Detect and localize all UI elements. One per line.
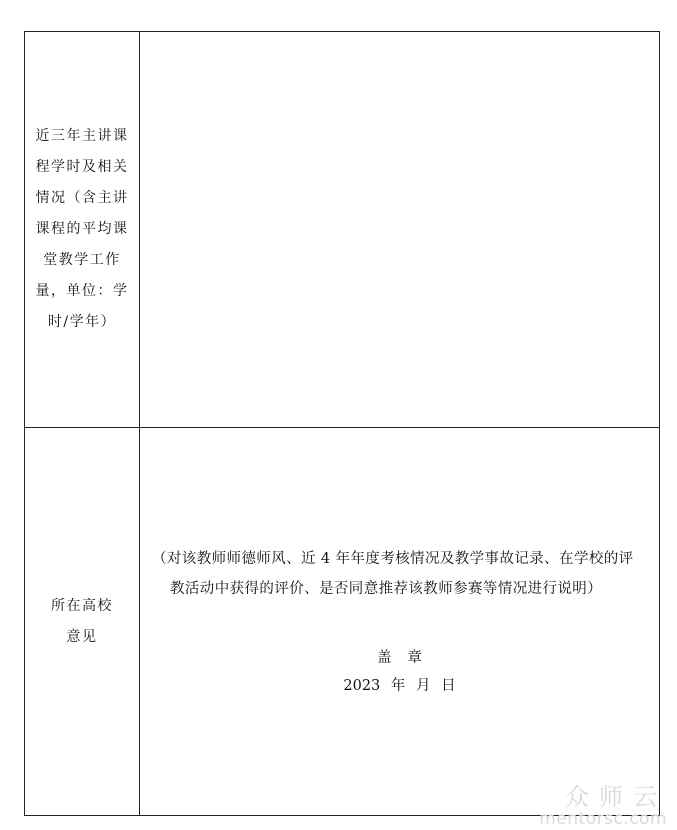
label-line: 程学时及相关 bbox=[35, 159, 129, 175]
teaching-hours-label-cell bbox=[25, 32, 140, 428]
university-opinion-label bbox=[25, 591, 139, 653]
opinion-instruction bbox=[140, 544, 659, 604]
watermark-cn: 众师云 bbox=[565, 783, 667, 811]
university-opinion-row bbox=[25, 428, 660, 816]
label-line: 堂教学工作 bbox=[43, 252, 121, 268]
teaching-hours-label bbox=[25, 121, 139, 338]
label-line: 情况（含主讲 bbox=[35, 190, 129, 206]
label-line: 近三年主讲课 bbox=[35, 128, 129, 144]
label-line: 时/学年） bbox=[47, 314, 117, 330]
university-opinion-content-cell[interactable] bbox=[140, 428, 660, 816]
application-form-table bbox=[24, 31, 660, 816]
teaching-hours-content-cell[interactable] bbox=[140, 32, 660, 428]
label-line: 课程的平均课 bbox=[35, 221, 129, 237]
label-line: 量，单位：学 bbox=[35, 283, 129, 299]
watermark-en: mentorsc.com bbox=[539, 809, 667, 829]
watermark-logo bbox=[539, 784, 667, 828]
seal-label: 盖章 bbox=[377, 649, 438, 666]
seal-block bbox=[140, 644, 659, 700]
instruction-line: （对该教师师德师风、近 4 年年度考核情况及教学事故记录、在学校的评 bbox=[152, 550, 634, 567]
label-line: 所在高校 bbox=[51, 597, 113, 614]
label-line: 意见 bbox=[66, 628, 98, 645]
instruction-line: 教活动中获得的评价、是否同意推荐该教师参赛等情况进行说明） bbox=[170, 580, 603, 597]
teaching-hours-row bbox=[25, 32, 660, 428]
university-opinion-label-cell bbox=[25, 428, 140, 816]
date-line: 2023 年 月 日 bbox=[343, 677, 456, 694]
